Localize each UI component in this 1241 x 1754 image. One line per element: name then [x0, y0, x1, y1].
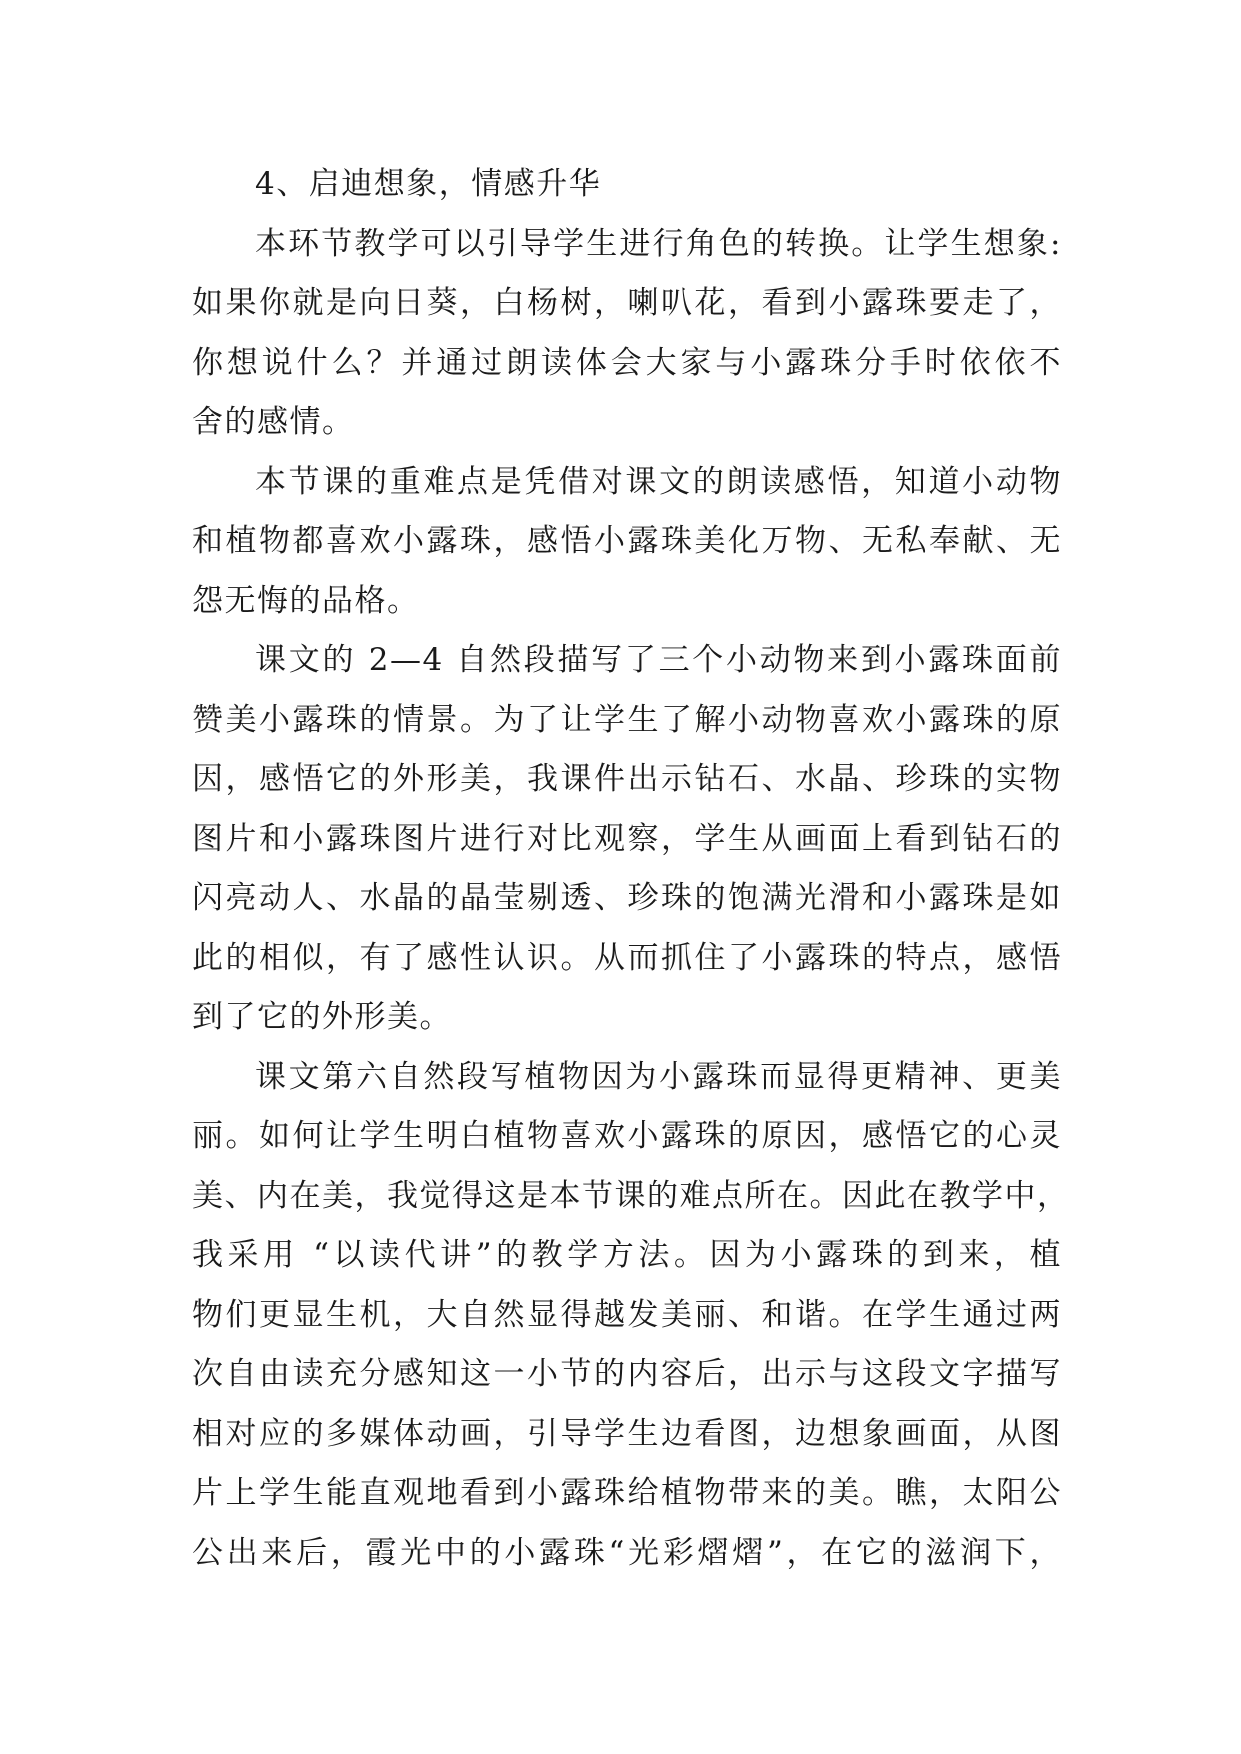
text-line: 和植物都喜欢小露珠，感悟小露珠美化万物、无私奉献、无: [192, 523, 1062, 559]
text-line: 图片和小露珠图片进行对比观察，学生从画面上看到钻石的: [192, 820, 1062, 857]
text-line: 物们更显生机，大自然显得越发美丽、和谐。在学生通过两: [192, 1296, 1062, 1333]
text-line: 课文第六自然段写植物因为小露珠而显得更精神、更美: [255, 1058, 1062, 1095]
document-body: [192, 155, 1070, 1583]
text-line: 公出来后，霞光中的小露珠“光彩熠熠”，在它的滋润下，: [192, 1534, 1062, 1571]
text-line: 丽。如何让学生明白植物喜欢小露珠的原因，感悟它的心灵: [192, 1118, 1062, 1154]
text-line: 相对应的多媒体动画，引导学生边看图，边想象画面，从图: [192, 1415, 1062, 1452]
text-line: 课文的 2—4 自然段描写了三个小动物来到小露珠面前: [255, 642, 1062, 678]
text-line: 如果你就是向日葵，白杨树，喇叭花，看到小露珠要走了，: [192, 285, 1062, 321]
text-line: 此的相似，有了感性认识。从而抓住了小露珠的特点，感悟: [192, 939, 1062, 976]
text-line: 到了它的外形美。: [192, 999, 452, 1035]
text-line: 我采用 “以读代讲”的教学方法。因为小露珠的到来，植: [192, 1237, 1062, 1273]
text-line: 次自由读充分感知这一小节的内容后，出示与这段文字描写: [192, 1356, 1062, 1392]
text-line: 本环节教学可以引导学生进行角色的转换。让学生想象:: [255, 225, 1062, 262]
text-line: 4、启迪想象，情感升华: [255, 166, 602, 202]
text-line: 本节课的重难点是凭借对课文的朗读感悟，知道小动物: [255, 463, 1062, 500]
text-line: 美、内在美，我觉得这是本节课的难点所在。因此在教学中，: [192, 1177, 1070, 1214]
text-line: 赞美小露珠的情景。为了让学生了解小动物喜欢小露珠的原: [192, 701, 1062, 738]
text-line: 怨无悔的品格。: [192, 582, 420, 619]
text-line: 舍的感情。: [192, 404, 355, 440]
text-line: 你想说什么？并通过朗读体会大家与小露珠分手时依依不: [192, 344, 1062, 381]
text-line: 闪亮动人、水晶的晶莹剔透、珍珠的饱满光滑和小露珠是如: [192, 880, 1062, 916]
text-line: 因，感悟它的外形美，我课件出示钻石、水晶、珍珠的实物: [192, 761, 1062, 797]
text-line: 片上学生能直观地看到小露珠给植物带来的美。瞧，太阳公: [192, 1475, 1062, 1511]
